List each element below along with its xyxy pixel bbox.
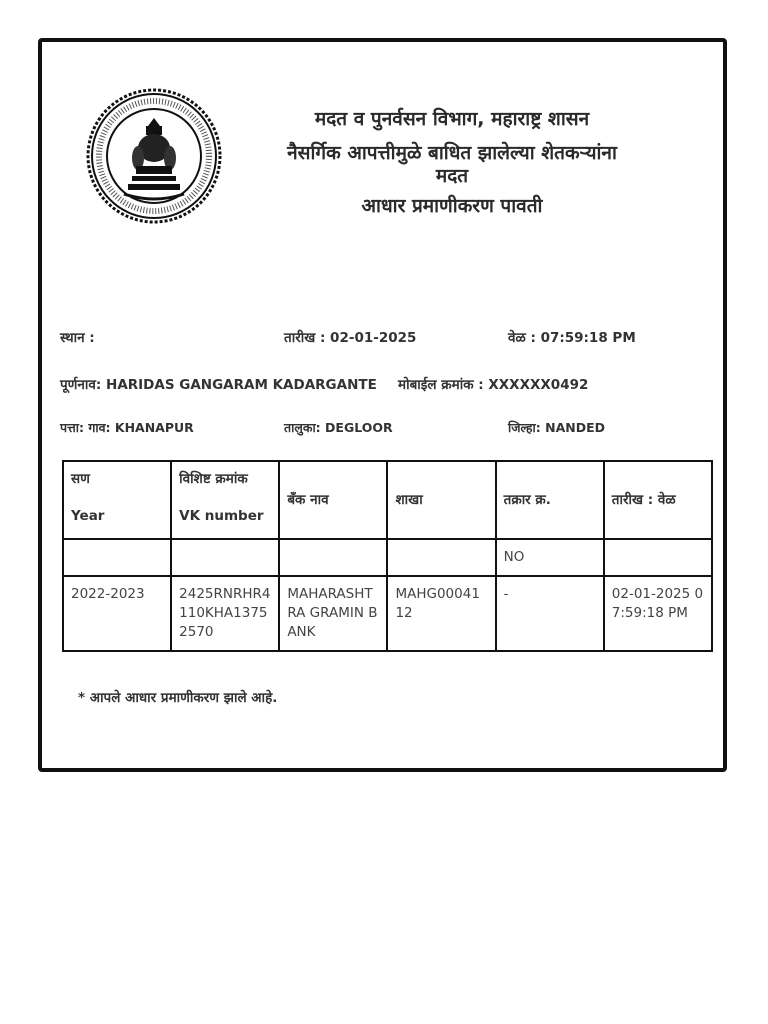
- date-field: तारीख : 02-01-2025: [284, 330, 417, 346]
- table-cell: [604, 539, 712, 576]
- place-label: स्थान :: [60, 330, 95, 346]
- maharashtra-seal-emblem: [86, 86, 222, 226]
- scheme-title-line1: नैसर्गिक आपत्तीमुळे बाधित झालेल्या शेतकऱ्यांना: [287, 142, 617, 164]
- table-cell: [171, 539, 279, 576]
- full-name-field: पूर्णनाव: HARIDAS GANGARAM KADARGANTE: [60, 377, 377, 393]
- mobile-field: मोबाईल क्रमांक : XXXXXX0492: [398, 377, 589, 393]
- district-field: जिल्हा: NANDED: [508, 420, 606, 435]
- verification-table: [62, 460, 713, 652]
- receipt-card: [38, 38, 727, 772]
- taluka-field: तालुका: DEGLOOR: [284, 420, 393, 435]
- table-cell: [387, 539, 495, 576]
- year-cell: 2022-2023: [63, 576, 171, 651]
- authentication-note: * आपले आधार प्रमाणीकरण झाले आहे.: [78, 690, 278, 706]
- department-title: मदत व पुनर्वसन विभाग, महाराष्ट्र शासन: [314, 108, 590, 130]
- address-field: पत्ता: गाव: KHANAPUR: [60, 420, 194, 435]
- vk-number-cell: 2425RNRHR4110KHA13752570: [171, 576, 279, 651]
- datetime-cell: 02-01-2025 07:59:18 PM: [604, 576, 712, 651]
- title-block: [232, 104, 672, 222]
- bank-name-cell: MAHARASHTRA GRAMIN BANK: [279, 576, 387, 651]
- header-bank: बँक नाव: [279, 461, 387, 539]
- header-vk-en: VK number: [179, 508, 264, 524]
- complaint-cell: -: [496, 576, 604, 651]
- table-cell: [279, 539, 387, 576]
- table-row: [63, 576, 712, 651]
- receipt-title: आधार प्रमाणीकरण पावती: [361, 195, 543, 217]
- header-year: [63, 461, 171, 539]
- time-field: वेळ : 07:59:18 PM: [508, 330, 636, 346]
- header-vk-mr: विशिष्ट क्रमांक: [179, 471, 248, 487]
- header-branch: शाखा: [387, 461, 495, 539]
- branch-cell: MAHG0004112: [387, 576, 495, 651]
- header-year-mr: सण: [71, 471, 90, 487]
- table-row: [63, 539, 712, 576]
- header-datetime: तारीख : वेळ: [604, 461, 712, 539]
- table-header-row: [63, 461, 712, 539]
- scheme-title-line2: मदत: [435, 165, 469, 187]
- header-vk-number: [171, 461, 279, 539]
- header-year-en: Year: [71, 508, 105, 524]
- table-cell: [63, 539, 171, 576]
- table-cell: NO: [496, 539, 604, 576]
- header-complaint: तक्रार क्र.: [496, 461, 604, 539]
